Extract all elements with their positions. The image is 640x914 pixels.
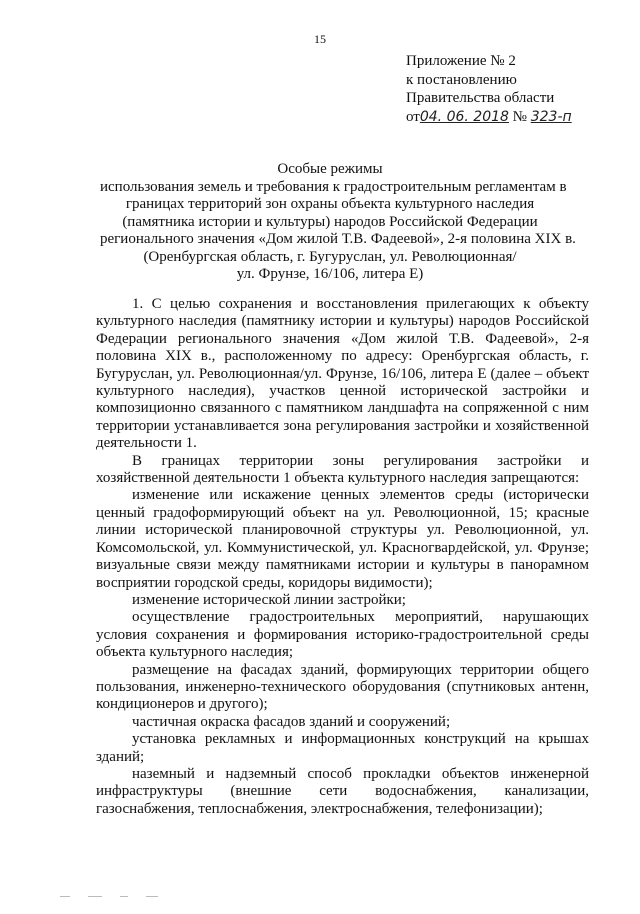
annex-header [406, 52, 572, 126]
title-line: (памятника истории и культуры) народов Российской Федерации [122, 213, 538, 230]
handwritten-number: 323-п [530, 108, 572, 125]
annex-date-line [406, 108, 572, 127]
paragraph-zone-purpose: 1. С целью сохранения и восстановления прилегающих к объекту культурного наследия (памятнику истории и культуры) народов Российской Федерации регионального значения «Дом жилой Т.В. Фадеевой», 2-я половина XIX в., расположенному по адресу: Оренбургская область, г. Бугуруслан, ул. Революционная/ул. Фрунзе, 16/106, литера Е (далее – объект культурного наследия), участков ценной исторической застройки и композиционно связанного с памятником ландшафта на сопряженной с ним территории устанавливается зона регулирования застройки и хозяйственной деятельности 1. [96, 296, 589, 452]
paragraph-prohibitions-intro: В границах территории зоны регулирования застройки и хозяйственной деятельности 1 объекта культурного наследия запрещаются: [96, 452, 589, 487]
annex-authority: Правительства области [406, 90, 555, 106]
date-prefix: от [406, 108, 420, 125]
paragraph-item: установка рекламных и информационных конструкций на крышах зданий; [96, 731, 589, 765]
paragraph-item: изменение исторической линии застройки; [132, 591, 406, 608]
page-number: 15 [314, 32, 326, 46]
title-line: использования земель и требования к градостроительным регламентам в [100, 178, 567, 195]
paragraph-item: осуществление градостроительных мероприятий, нарушающих условия сохранения и формирования историко-градостроительной среды объекта культурного наследия; [96, 609, 589, 661]
paragraph-item: размещение на фасадах зданий, формирующих территории общего пользования, инженерно-технического оборудования (спутниковых антенн, кондиционеров и другого); [96, 661, 589, 713]
document-body [96, 296, 589, 818]
scan-artifact [60, 896, 260, 902]
annex-resolution-ref: к постановлению [406, 71, 517, 88]
title-line: (Оренбургская область, г. Бугуруслан, ул. Революционная/ [143, 248, 517, 265]
title-line: границах территорий зон охраны объекта культурного наследия [125, 196, 535, 212]
paragraph-item: изменение или искажение ценных элементов среды (исторически ценный градоформирующий объект на ул. Революционной, 15; красные линии исторической планировочной структуры ул. Революционной, ул. Комсомольской, ул. Коммунистической, ул. Красногвардейской, ул. Фрунзе; визуальные связи между памятниками истории и культуры в панорамном восприятии городской среды, коридоры видимости); [96, 487, 589, 591]
handwritten-date: 04. 06. 2018 [419, 108, 509, 125]
title-line: регионального значения «Дом жилой Т.В. Фадеевой», 2-я половина XIX в. [100, 231, 576, 247]
paragraph-item: наземный и надземный способ прокладки объектов инженерной инфраструктуры (внешние сети водоснабжения, канализации, газоснабжения, теплоснабжения, электроснабжения, телефонизации); [96, 765, 589, 817]
title-line: Особые режимы [277, 161, 383, 177]
number-prefix: № [512, 108, 527, 125]
paragraph-item: частичная окраска фасадов зданий и сооружений; [132, 713, 451, 730]
document-title [100, 161, 576, 284]
title-line: ул. Фрунзе, 16/106, литера Е) [236, 266, 424, 282]
annex-title: Приложение № 2 [406, 53, 516, 69]
